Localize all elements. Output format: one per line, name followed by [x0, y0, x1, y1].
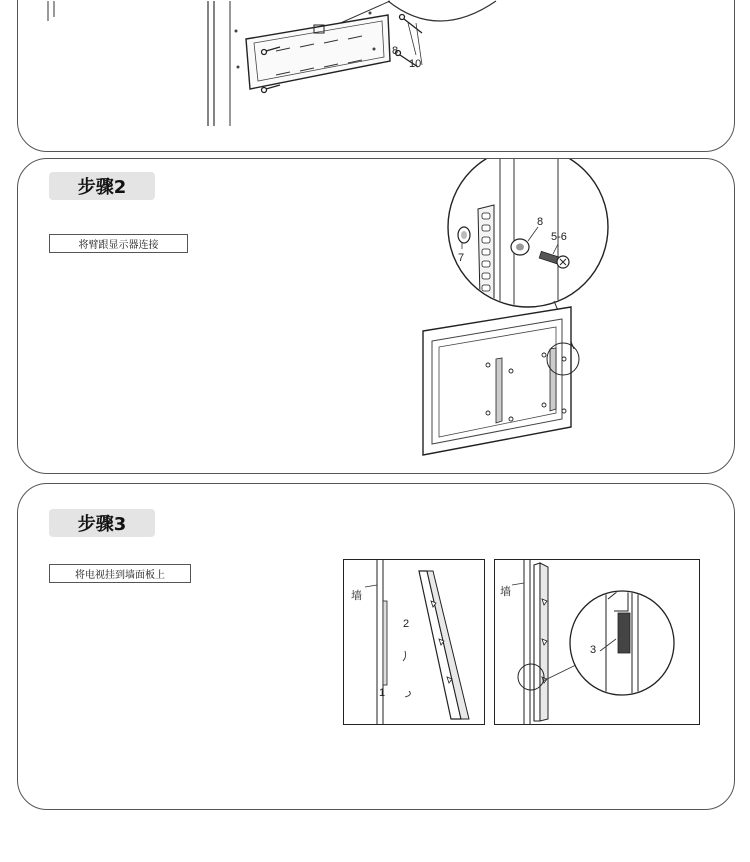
step3-right-wall-label: 墙 — [500, 585, 511, 598]
step2-callout-7: 7 — [458, 252, 465, 264]
step1-callout-10: 10 — [409, 58, 422, 70]
step2-callout-8: 8 — [537, 216, 544, 228]
step2-description: 将臂跟显示器连接 — [49, 234, 188, 253]
step2-illustration — [18, 159, 734, 473]
step3-description: 将电视挂到墙面板上 — [49, 564, 191, 583]
step3-left-callout-2: 2 — [403, 618, 410, 630]
step3-right-diagram — [494, 559, 700, 725]
step3-title: 步骤3 — [49, 509, 155, 537]
step1-callout-8: 8 — [392, 45, 399, 57]
step1-illustration — [18, 0, 734, 151]
step3-right-callout-3: 3 — [590, 644, 597, 656]
step3-panel — [17, 483, 735, 810]
step1-panel — [17, 0, 735, 152]
step2-title: 步骤2 — [49, 172, 155, 200]
step3-left-diagram — [343, 559, 485, 725]
step2-callout-5-6: 5-6 — [551, 231, 567, 243]
step2-panel — [17, 158, 735, 474]
step3-left-wall-label: 墙 — [351, 589, 362, 602]
step3-left-callout-1: 1 — [379, 687, 386, 699]
